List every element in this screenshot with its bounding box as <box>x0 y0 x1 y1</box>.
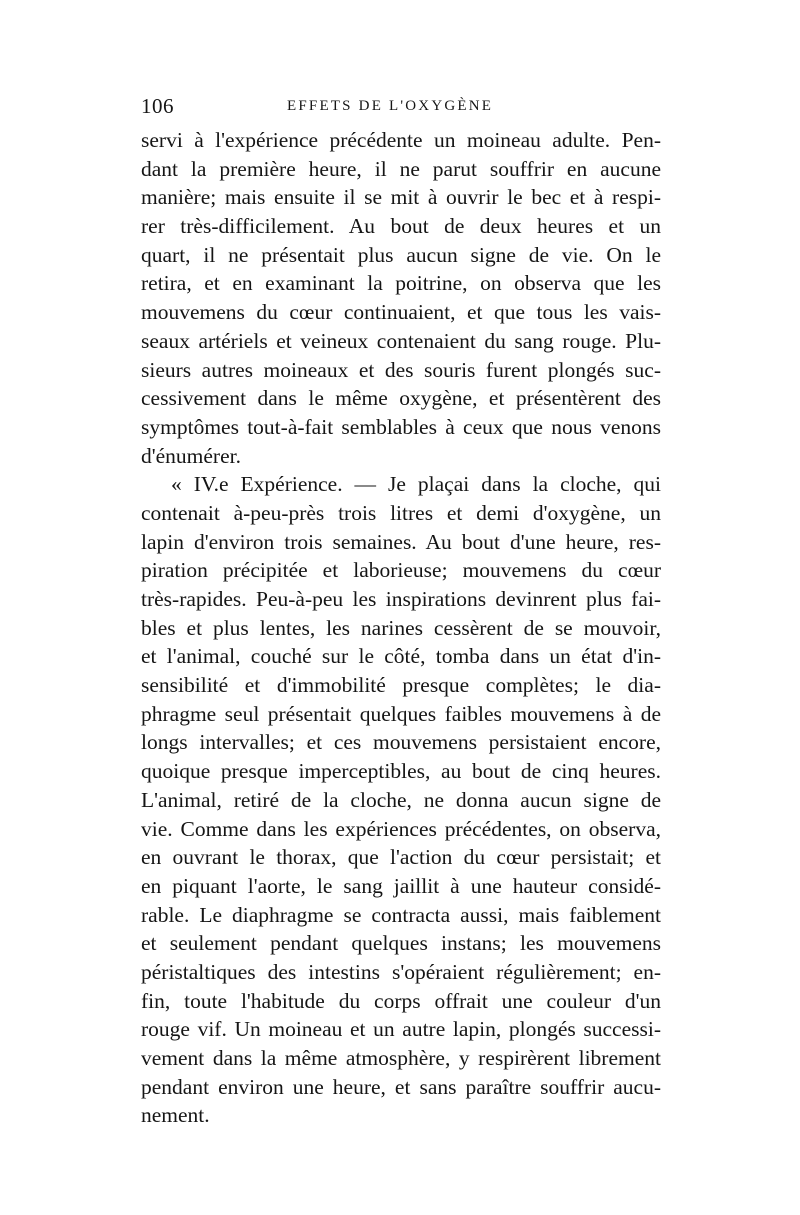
text-line: manière; mais ensuite il se mit à ouvrir le bec et à respi- <box>141 185 661 210</box>
text-line: sieurs autres moineaux et des souris furent plongés suc- <box>141 357 661 382</box>
text-line: longs intervalles; et ces mouvemens persistaient encore, <box>141 730 661 755</box>
text-line: très-rapides. Peu-à-peu les inspirations devinrent plus fai- <box>141 587 661 611</box>
text-line: quoique presque imperceptibles, au bout de cinq heures. <box>141 759 661 784</box>
text-line: quart, il ne présentait plus aucun signe de vie. On le <box>141 242 661 267</box>
paragraph-start-line: « IV.e Expérience. — Je plaçai dans la cloche, qui <box>171 472 661 497</box>
running-title: EFFETS DE L'OXYGÈNE <box>287 98 494 114</box>
text-line: L'animal, retiré de la cloche, ne donna aucun signe de <box>141 787 661 812</box>
text-line: servi à l'expérience précédente un moineau adulte. Pen- <box>141 128 661 152</box>
text-line: symptômes tout-à-fait semblables à ceux que nous venons <box>141 414 661 439</box>
text-line: retira, et en examinant la poitrine, on observa que les <box>141 271 661 296</box>
text-line: rable. Le diaphragme se contracta aussi, mais faiblement <box>141 902 661 927</box>
page-number: 106 <box>141 94 174 118</box>
text-line: vement dans la même atmosphère, y respirèrent librement <box>141 1046 661 1070</box>
text-line: sensibilité et d'immobilité presque complètes; le dia- <box>141 673 661 698</box>
text-line: fin, toute l'habitude du corps offrait une couleur d'un <box>141 988 661 1013</box>
text-line: cessivement dans le même oxygène, et présentèrent des <box>141 386 661 411</box>
text-line: dant la première heure, il ne parut souffrir en aucune <box>141 156 661 181</box>
page-header <box>141 94 661 118</box>
text-line: en piquant l'aorte, le sang jaillit à une hauteur considé- <box>141 873 661 898</box>
text-line: rouge vif. Un moineau et un autre lapin, plongés successi- <box>141 1017 661 1042</box>
text-line: pendant environ une heure, et sans paraître souffrir aucu- <box>141 1074 661 1099</box>
paragraph-end-line: d'énumérer. <box>141 443 241 468</box>
text-line: en ouvrant le thorax, que l'action du cœur persistait; et <box>141 845 661 870</box>
text-line: et seulement pendant quelques instans; les mouvemens <box>141 931 661 956</box>
body-text <box>141 126 661 1130</box>
text-line: phragme seul présentait quelques faibles mouvemens à de <box>141 701 661 726</box>
text-line: piration précipitée et laborieuse; mouvemens du cœur <box>141 558 661 583</box>
text-line: seaux artériels et veineux contenaient du sang rouge. Plu- <box>141 328 661 353</box>
text-line: mouvemens du cœur continuaient, et que tous les vais- <box>141 300 661 325</box>
text-line: péristaltiques des intestins s'opéraient régulièrement; en- <box>141 959 661 984</box>
text-line: rer très-difficilement. Au bout de deux heures et un <box>141 214 661 239</box>
text-line: vie. Comme dans les expériences précédentes, on observa, <box>141 816 661 841</box>
paragraph-end-line: nement. <box>141 1103 210 1128</box>
text-line: contenait à-peu-près trois litres et demi d'oxygène, un <box>141 500 661 525</box>
text-line: bles et plus lentes, les narines cessèrent de se mouvoir, <box>141 615 661 640</box>
text-line: et l'animal, couché sur le côté, tomba dans un état d'in- <box>141 644 661 669</box>
text-line: lapin d'environ trois semaines. Au bout d'une heure, res- <box>141 529 661 554</box>
